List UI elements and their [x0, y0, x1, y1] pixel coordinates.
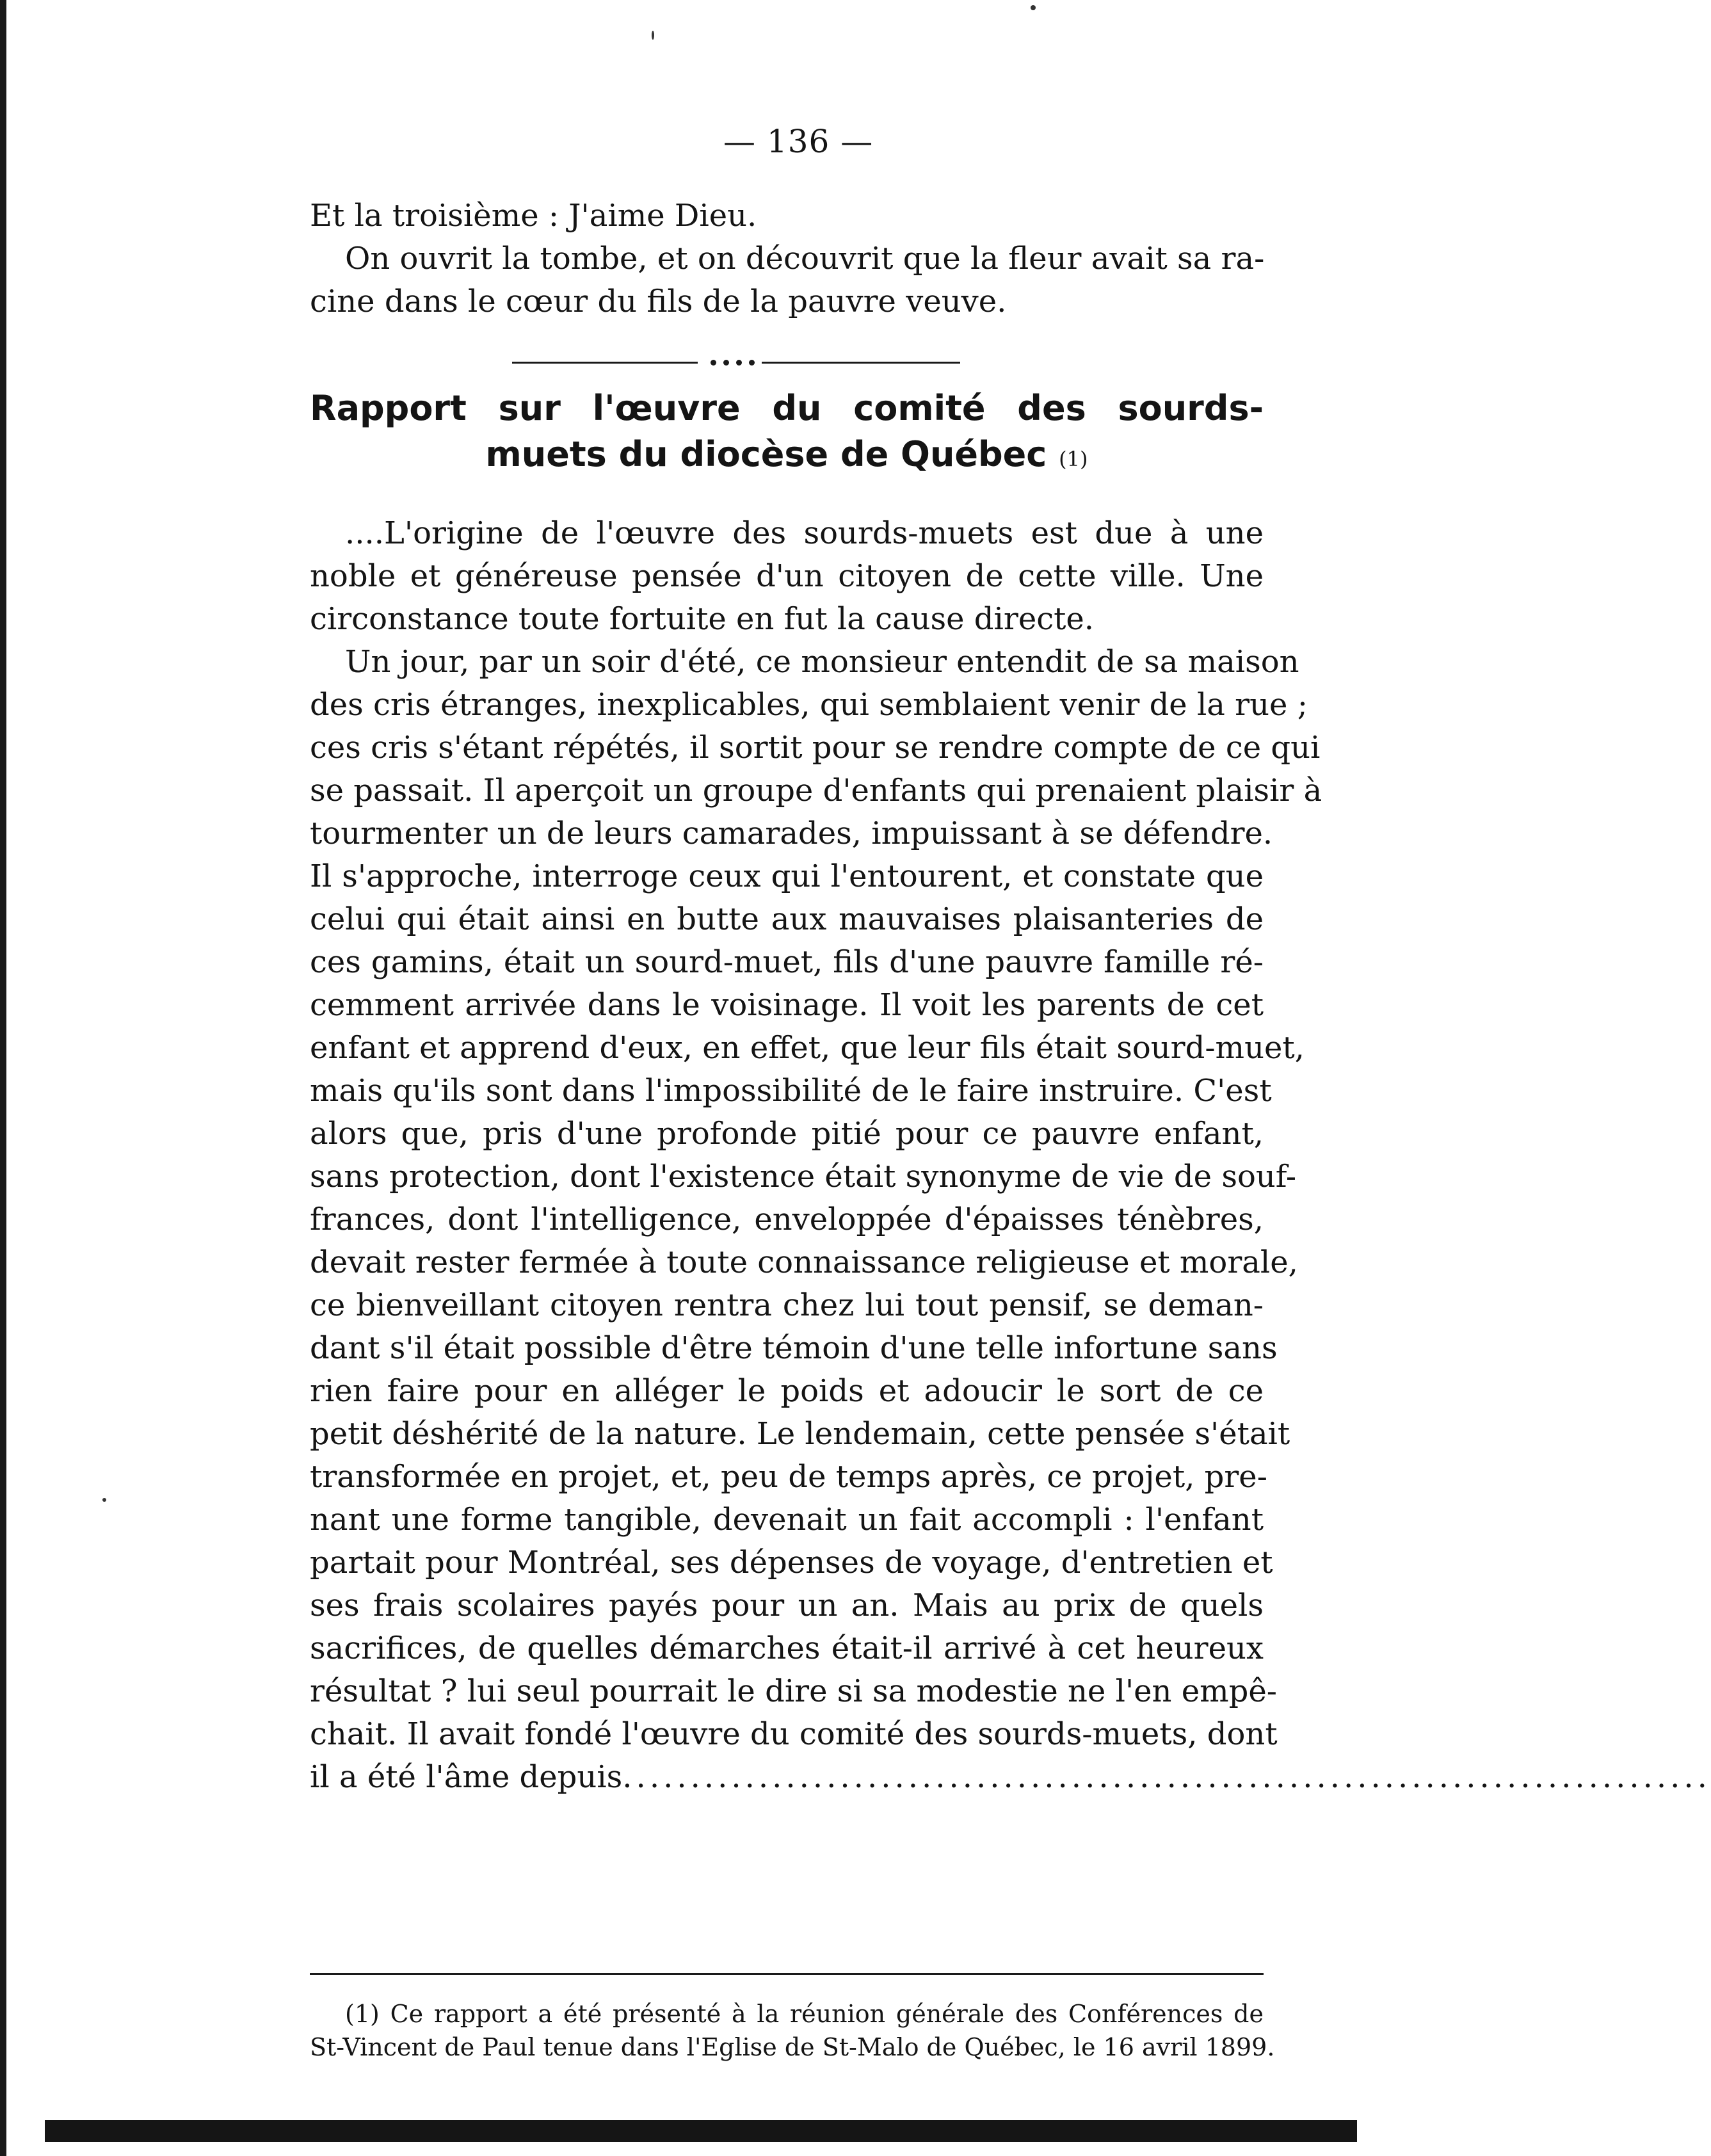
footnote-line: St-Vincent de Paul tenue dans l'Eglise de St-Malo de Québec, le 16 avril 1899.: [310, 2033, 1275, 2061]
scan-speck: [652, 31, 654, 40]
text-line: nant une forme tangible, devenait un fait accompli : l'enfant: [310, 1502, 1264, 1538]
text-line: Et la troisième : J'aime Dieu.: [310, 198, 757, 234]
text-line: se passait. Il aperçoit un groupe d'enfants qui prenaient plaisir à: [310, 773, 1322, 808]
text-line: partait pour Montréal, ses dépenses de voyage, d'entretien et: [310, 1545, 1273, 1581]
text-line: transformée en projet, et, peu de temps après, ce projet, pre-: [310, 1459, 1267, 1495]
footnote-reference: (1): [1059, 447, 1088, 471]
scan-bottom-edge: [45, 2120, 1357, 2142]
text-line: Il s'approche, interroge ceux qui l'entourent, et constate que: [310, 858, 1264, 894]
text-line: alors que, pris d'une profonde pitié pour ce pauvre enfant,: [310, 1116, 1264, 1152]
text-line: enfant et apprend d'eux, en effet, que leur fils était sourd-muet,: [310, 1030, 1305, 1066]
text-line: noble et généreuse pensée d'un citoyen de cette ville. Une: [310, 558, 1264, 594]
text-line: ces gamins, était un sourd-muet, fils d'une pauvre famille ré-: [310, 944, 1264, 980]
text-line: tourmenter un de leurs camarades, impuissant à se défendre.: [310, 816, 1273, 851]
scan-speck: [1031, 5, 1036, 10]
text-line: On ouvrit la tombe, et on découvrit que la fleur avait sa ra-: [345, 241, 1265, 277]
text-line: dant s'il était possible d'être témoin d'une telle infortune sans: [310, 1330, 1278, 1366]
text-line: cine dans le cœur du fils de la pauvre veuve.: [310, 284, 1007, 319]
page-number: — 136 —: [723, 123, 874, 160]
text-line: petit déshérité de la nature. Le lendemain, cette pensée s'était: [310, 1416, 1290, 1452]
text-line: des cris étranges, inexplicables, qui semblaient venir de la rue ;: [310, 687, 1308, 723]
text-line-final: [310, 1756, 1711, 1799]
scan-speck: [102, 1498, 106, 1502]
leader-dots: ................................................................................: [622, 1759, 1711, 1795]
footnote-separator: [310, 1973, 1264, 1975]
text-line: chait. Il avait fondé l'œuvre du comité des sourds-muets, dont: [310, 1716, 1278, 1752]
final-text: il a été l'âme depuis: [310, 1759, 623, 1795]
text-line: résultat ? lui seul pourrait le dire si sa modestie ne l'en empê-: [310, 1673, 1277, 1709]
text-line: sacrifices, de quelles démarches était-il arrivé à cet heureux: [310, 1630, 1264, 1666]
text-line: ....L'origine de l'œuvre des sourds-muets est due à une: [345, 515, 1264, 551]
heading-line-2-text: muets du diocèse de Québec: [485, 434, 1047, 474]
text-line: cemment arrivée dans le voisinage. Il voit les parents de cet: [310, 987, 1264, 1023]
footnote-line: (1) Ce rapport a été présenté à la réunion générale des Conférences de: [345, 2000, 1264, 2028]
text-line: frances, dont l'intelligence, enveloppée d'épaisses ténèbres,: [310, 1202, 1264, 1237]
text-line: circonstance toute fortuite en fut la cause directe.: [310, 601, 1095, 637]
text-line: Un jour, par un soir d'été, ce monsieur entendit de sa maison: [345, 644, 1299, 680]
heading-line-2: [310, 431, 1264, 482]
intro-paragraph: [310, 195, 1264, 323]
text-line: sans protection, dont l'existence était synonyme de vie de souf-: [310, 1159, 1297, 1195]
section-heading: [310, 385, 1264, 482]
report-body: [310, 512, 1711, 1799]
scan-left-edge: [0, 0, 6, 2156]
section-divider-ornament: [512, 360, 960, 365]
text-line: devait rester fermée à toute connaissance religieuse et morale,: [310, 1244, 1298, 1280]
text-line: mais qu'ils sont dans l'impossibilité de le faire instruire. C'est: [310, 1073, 1272, 1109]
text-line: ces cris s'étant répétés, il sortit pour se rendre compte de ce qui: [310, 730, 1321, 766]
text-line: ce bienveillant citoyen rentra chez lui tout pensif, se deman-: [310, 1287, 1264, 1323]
text-line: celui qui était ainsi en butte aux mauvaises plaisanteries de: [310, 901, 1264, 937]
heading-line-1: Rapport sur l'œuvre du comité des sourds-: [310, 388, 1264, 428]
text-line: rien faire pour en alléger le poids et adoucir le sort de ce: [310, 1373, 1264, 1409]
footnote: [310, 1997, 1275, 2064]
text-line: ses frais scolaires payés pour un an. Mais au prix de quels: [310, 1588, 1264, 1623]
